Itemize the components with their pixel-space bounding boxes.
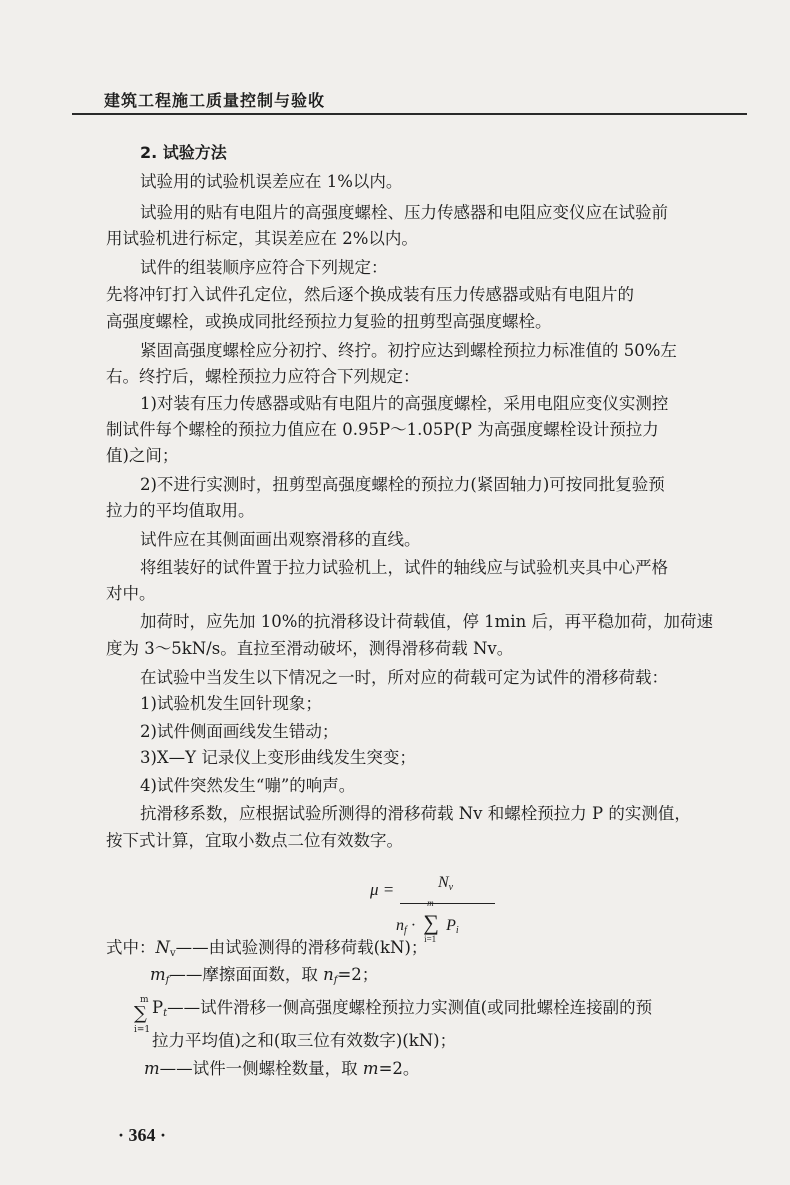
text-line: 值)之间； bbox=[106, 446, 179, 465]
sum-label: m ∑ i=1 bbox=[134, 995, 151, 1035]
text-line: 拉力的平均值取用。 bbox=[106, 501, 255, 520]
text-line: 制试件每个螺栓的预拉力值应在 0.95P～1.05P(P 为高强度螺栓设计预拉力 bbox=[106, 420, 659, 439]
text-line: 4)试件突然发生“嘣”的响声。 bbox=[140, 776, 356, 795]
where-line: 拉力平均值)之和(取三位有效数字)(kN)； bbox=[152, 1031, 457, 1050]
text-line: 将组装好的试件置于拉力试验机上，试件的轴线应与试验机夹具中心严格 bbox=[140, 558, 668, 577]
text-line: 试验用的贴有电阻片的高强度螺栓、压力传感器和电阻应变仪应在试验前 bbox=[140, 203, 668, 222]
where-line: $m_f——$摩擦面面数，取 $n_f=2$； bbox=[150, 965, 379, 986]
text-line: 对中。 bbox=[106, 584, 156, 603]
where-line: 式中：$N_v——$由试验测得的滑移荷载(kN)； bbox=[106, 938, 428, 959]
text-line: 2)试件侧面画线发生错动； bbox=[140, 722, 339, 741]
text-line: 按下式计算，宜取小数点二位有效数字。 bbox=[106, 831, 403, 850]
formula-numerator: $N_v$ bbox=[438, 874, 454, 893]
formula-friction-coefficient bbox=[370, 858, 510, 948]
text-line: 1)对装有压力传感器或贴有电阻片的高强度螺栓，采用电阻应变仪实测控 bbox=[140, 394, 669, 413]
text-line: 抗滑移系数，应根据试验所测得的滑移荷载 Nv 和螺栓预拉力 P 的实测值， bbox=[140, 804, 691, 823]
formula-denominator: $n_f$ · m ∑ i=1 $P_i$ bbox=[396, 898, 459, 944]
header-rule bbox=[72, 113, 747, 115]
page-number: · 364 · bbox=[118, 1125, 167, 1145]
text-line: 右。终拧后，螺栓预拉力应符合下列规定： bbox=[106, 367, 420, 386]
text-line: 试验用的试验机误差应在 1%以内。 bbox=[140, 172, 403, 191]
section-title: 2. 试验方法 bbox=[140, 143, 227, 162]
fraction-bar bbox=[400, 903, 495, 904]
sigma-symbol: m ∑ i=1 bbox=[423, 898, 439, 944]
formula-lhs: μ = bbox=[370, 880, 395, 899]
text-line: 试件应在其侧面画出观察滑移的直线。 bbox=[140, 530, 421, 549]
text-line: 高强度螺栓，或换成同批经预拉力复验的扭剪型高强度螺栓。 bbox=[106, 312, 552, 331]
where-line: m——试件一侧螺栓数量，取 m=2。 bbox=[144, 1059, 420, 1078]
text-line: 试件的组装顺序应符合下列规定： bbox=[140, 258, 388, 277]
text-line: 度为 3～5kN/s。直拉至滑动破坏，测得滑移荷载 Nv。 bbox=[106, 639, 514, 658]
text-line: 先将冲钉打入试件孔定位，然后逐个换成装有压力传感器或贴有电阻片的 bbox=[106, 285, 634, 304]
text-line: 加荷时，应先加 10%的抗滑移设计荷载值，停 1min 后，再平稳加荷，加荷速 bbox=[140, 612, 713, 631]
running-head: 建筑工程施工质量控制与验收 bbox=[104, 91, 326, 110]
text-line: 紧固高强度螺栓应分初拧、终拧。初拧应达到螺栓预拉力标准值的 50%左 bbox=[140, 341, 677, 360]
where-line: $P_t——$试件滑移一侧高强度螺栓预拉力实测值(或同批螺栓连接副的预 bbox=[152, 998, 653, 1019]
text-line: 1)试验机发生回针现象； bbox=[140, 694, 322, 713]
text-line: 在试验中当发生以下情况之一时，所对应的荷载可定为试件的滑移荷载： bbox=[140, 668, 668, 687]
text-line: 用试验机进行标定，其误差应在 2%以内。 bbox=[106, 229, 418, 248]
text-line: 2)不进行实测时，扭剪型高强度螺栓的预拉力(紧固轴力)可按同批复验预 bbox=[140, 475, 665, 494]
text-line: 3)X—Y 记录仪上变形曲线发生突变； bbox=[140, 748, 416, 767]
